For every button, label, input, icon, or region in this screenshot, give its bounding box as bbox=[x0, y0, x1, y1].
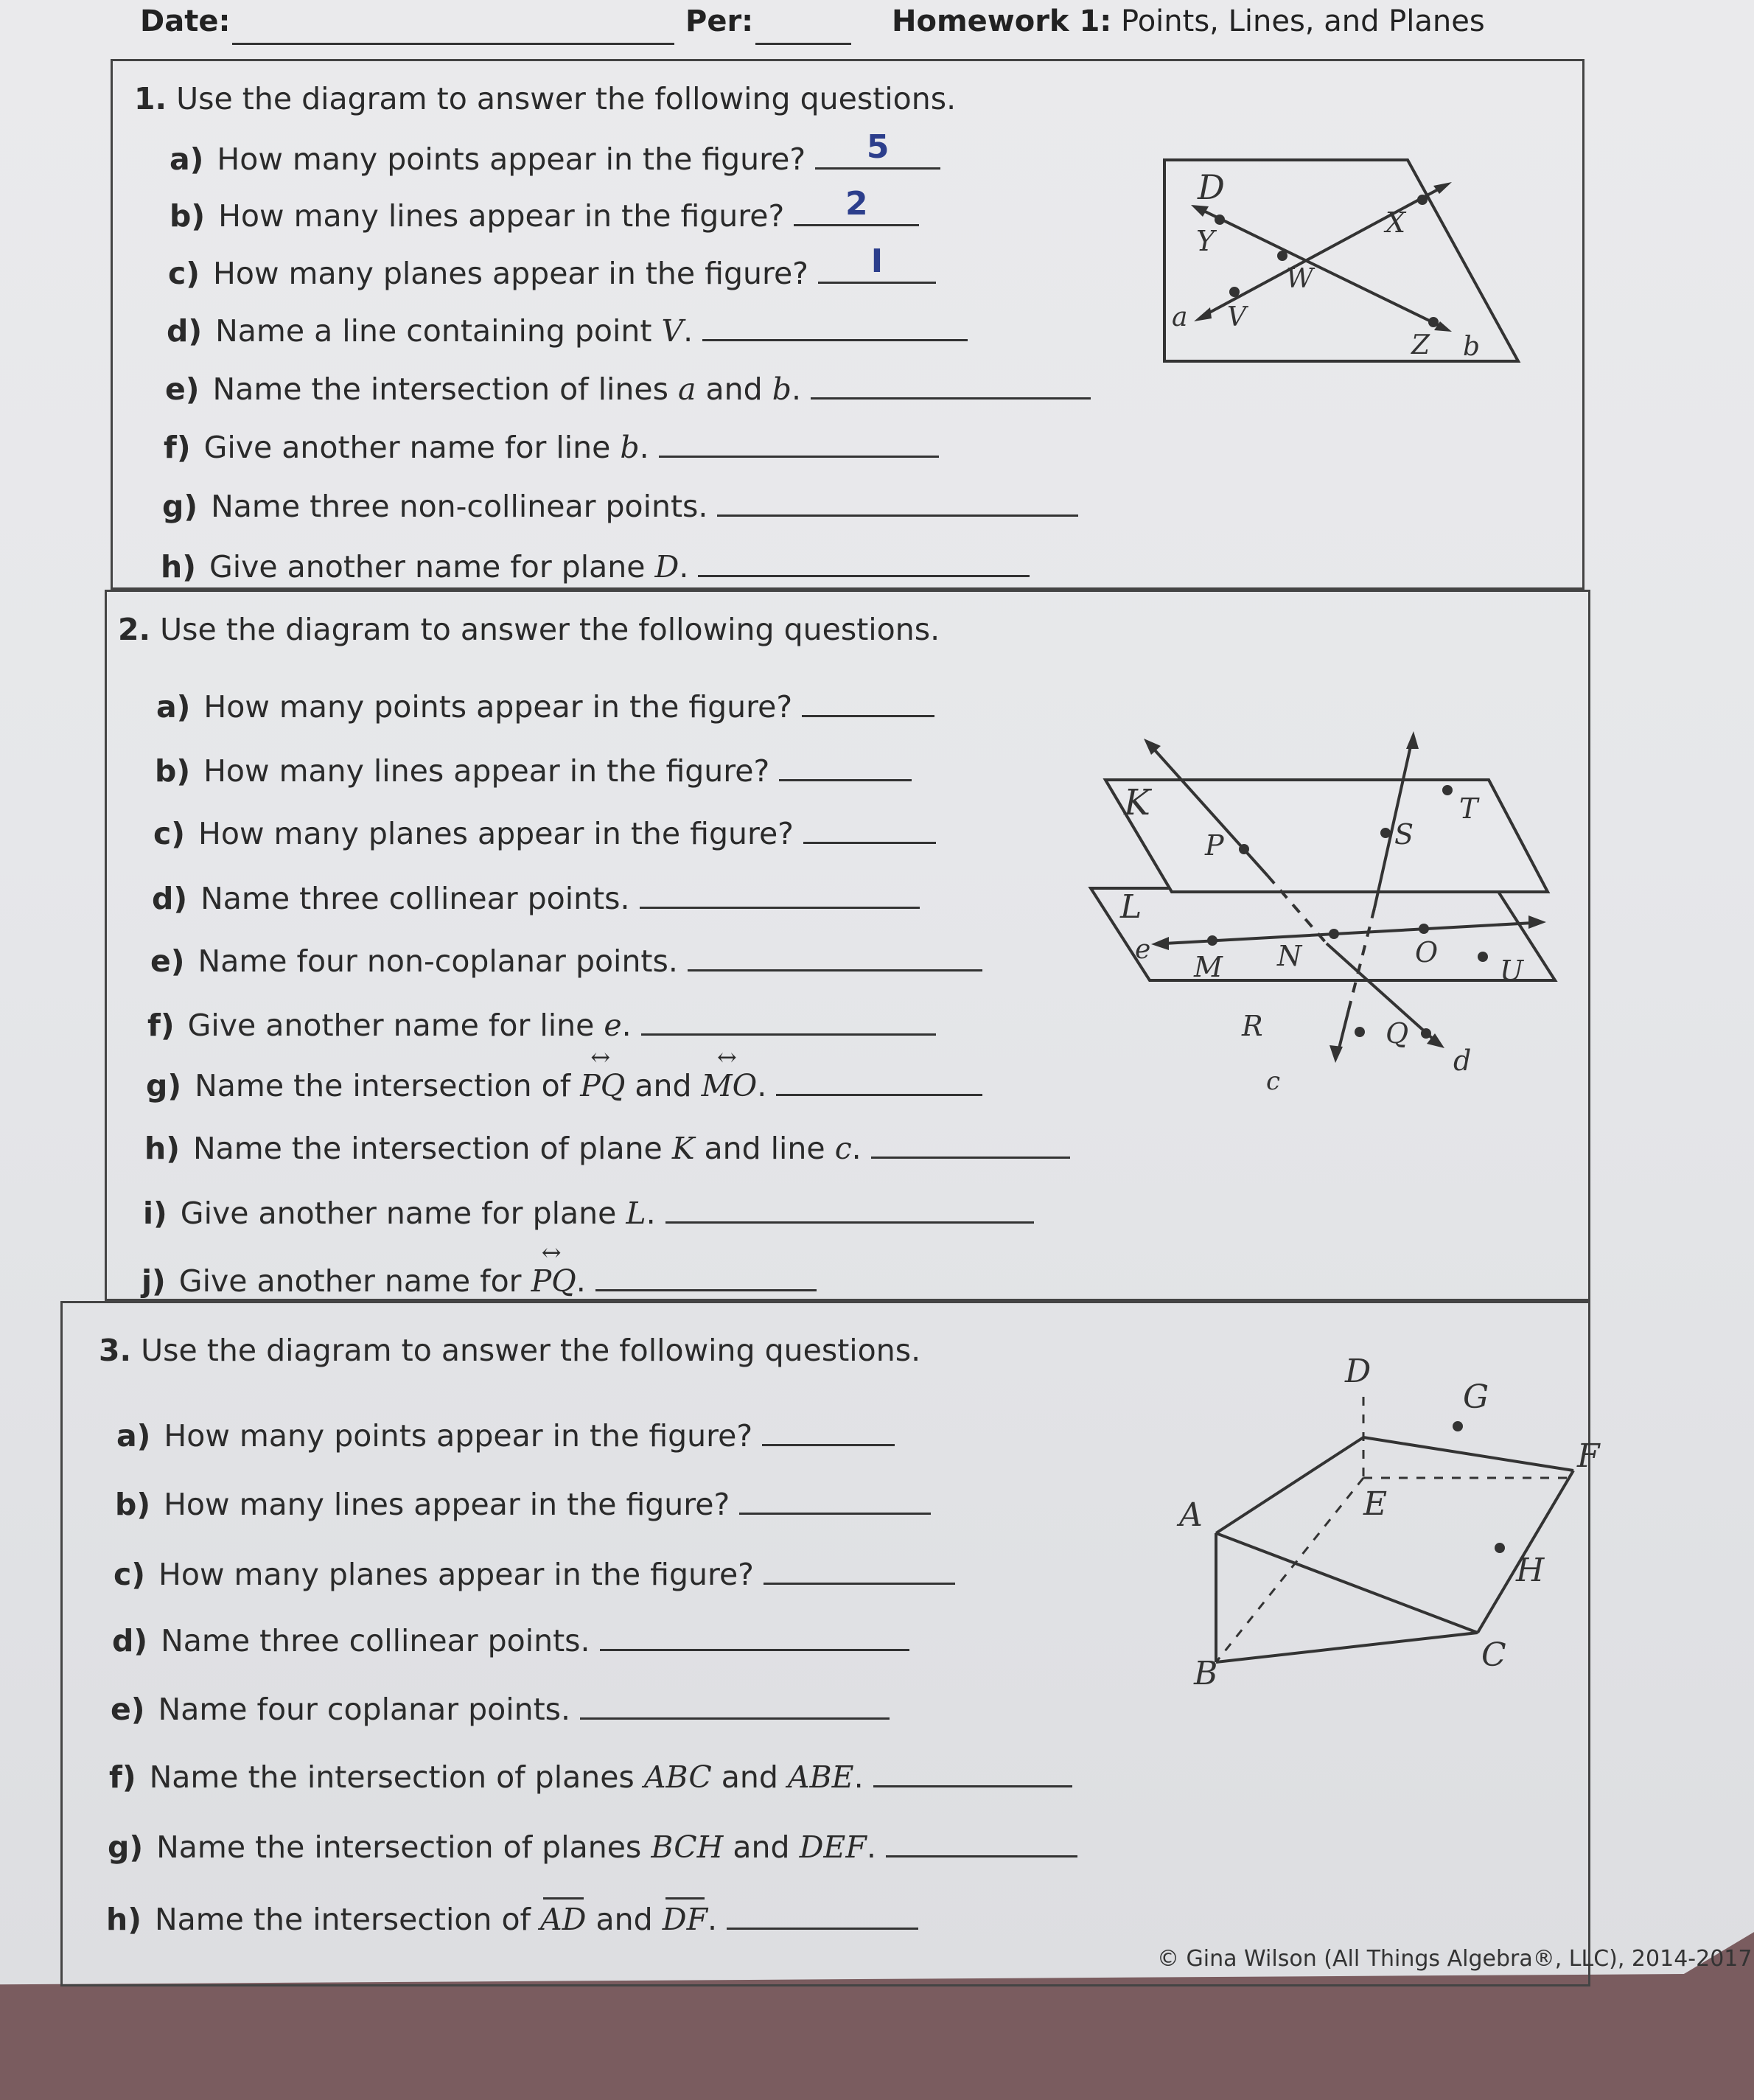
label-e: e bbox=[1135, 935, 1151, 965]
segment-ad-symbol: AD bbox=[540, 1902, 587, 1937]
q2-item-c: c) How many planes appear in the figure? bbox=[153, 811, 936, 851]
label-plane-d: D bbox=[1198, 167, 1225, 207]
answer-blank[interactable] bbox=[871, 1126, 1070, 1159]
q3-item-e: e) Name four coplanar points. bbox=[111, 1686, 890, 1727]
answer-blank[interactable]: 2 bbox=[794, 193, 919, 226]
label-y: Y bbox=[1196, 225, 1215, 257]
label-b: b bbox=[1463, 332, 1481, 362]
answer-blank[interactable] bbox=[665, 1190, 1034, 1224]
q3-item-d: d) Name three collinear points. bbox=[112, 1618, 909, 1658]
question-3-prompt: 3. Use the diagram to answer the following questions. bbox=[99, 1333, 921, 1368]
q2-item-i: i) Give another name for plane L. bbox=[143, 1190, 1034, 1231]
q2-item-d: d) Name three collinear points. bbox=[152, 876, 920, 916]
label-e: E bbox=[1363, 1485, 1388, 1523]
diagram-plane-d bbox=[1150, 147, 1533, 369]
q2-item-g: g) Name the intersection of ↔ PQ and ↔ MO. bbox=[146, 1063, 982, 1103]
q1-item-a: a) How many points appear in the figure? 5 bbox=[170, 136, 940, 177]
question-1-prompt: 1. Use the diagram to answer the following questions. bbox=[134, 81, 957, 116]
label-g: G bbox=[1463, 1378, 1489, 1416]
answer-blank[interactable] bbox=[776, 1063, 982, 1096]
diagram-planes-k-l bbox=[1076, 722, 1577, 1106]
q1-item-d: d) Name a line containing point V. bbox=[167, 308, 968, 349]
label-v: V bbox=[1227, 302, 1246, 332]
worksheet-title: Homework 1: Points, Lines, and Planes bbox=[892, 4, 1485, 38]
label-t: T bbox=[1459, 792, 1478, 825]
label-f: F bbox=[1577, 1437, 1600, 1475]
answer-blank[interactable] bbox=[717, 484, 1078, 517]
q1-item-f: f) Give another name for line b. bbox=[164, 425, 939, 465]
line-pq-symbol: ↔ PQ bbox=[531, 1263, 576, 1299]
diagram-prism bbox=[1164, 1327, 1621, 1688]
q2-item-e: e) Name four non-coplanar points. bbox=[150, 938, 982, 979]
label-plane-l: L bbox=[1120, 888, 1142, 926]
q3-item-g: g) Name the intersection of planes BCH and DEF. bbox=[108, 1824, 1077, 1865]
label-z: Z bbox=[1411, 330, 1430, 360]
q1-item-b: b) How many lines appear in the figure? 2 bbox=[170, 193, 919, 234]
label-r: R bbox=[1242, 1010, 1263, 1042]
answer-blank[interactable] bbox=[802, 684, 934, 717]
line-mo-symbol: ↔ MO bbox=[702, 1068, 758, 1103]
label-c: c bbox=[1266, 1067, 1281, 1096]
q1-item-g: g) Name three non-collinear points. bbox=[162, 484, 1078, 524]
label-h: H bbox=[1516, 1552, 1545, 1589]
label-m: M bbox=[1194, 951, 1223, 983]
label-c: C bbox=[1481, 1636, 1506, 1674]
label-d: D bbox=[1345, 1353, 1372, 1390]
q1-item-e: e) Name the intersection of lines a and b. bbox=[165, 366, 1091, 407]
answer-blank[interactable] bbox=[580, 1686, 890, 1720]
q3-item-a: a) How many points appear in the figure? bbox=[116, 1413, 895, 1454]
answer-blank[interactable] bbox=[688, 938, 982, 971]
q2-item-a: a) How many points appear in the figure? bbox=[156, 684, 934, 725]
answer-blank[interactable] bbox=[873, 1754, 1072, 1787]
label-s: S bbox=[1394, 818, 1414, 851]
label-p: P bbox=[1205, 829, 1224, 862]
label-a: A bbox=[1179, 1496, 1203, 1534]
answer-blank[interactable] bbox=[727, 1897, 918, 1930]
answer-blank[interactable] bbox=[739, 1482, 931, 1515]
answer-blank[interactable] bbox=[640, 876, 920, 909]
answer-blank[interactable] bbox=[698, 544, 1030, 577]
per-field[interactable] bbox=[755, 43, 851, 45]
q1-item-c: c) How many planes appear in the figure? I bbox=[168, 251, 936, 291]
label-d: d bbox=[1453, 1044, 1472, 1077]
q3-item-c: c) How many planes appear in the figure? bbox=[113, 1552, 955, 1592]
answer-blank[interactable] bbox=[600, 1618, 909, 1651]
date-field[interactable] bbox=[232, 43, 674, 45]
answer-blank[interactable] bbox=[886, 1824, 1077, 1857]
answer-blank[interactable]: I bbox=[818, 251, 936, 284]
label-w: W bbox=[1286, 264, 1314, 294]
label-o: O bbox=[1415, 936, 1439, 969]
label-u: U bbox=[1500, 955, 1524, 987]
label-plane-k: K bbox=[1124, 782, 1150, 823]
q3-item-f: f) Name the intersection of planes ABC and ABE. bbox=[109, 1754, 1072, 1795]
answer-blank[interactable] bbox=[702, 308, 968, 341]
copyright-notice: © Gina Wilson (All Things Algebra®, LLC), 2014-2017 bbox=[1157, 1946, 1753, 1972]
date-label: Date: bbox=[140, 4, 231, 38]
q3-item-b: b) How many lines appear in the figure? bbox=[115, 1482, 931, 1522]
answer-blank[interactable] bbox=[803, 811, 936, 844]
label-q: Q bbox=[1386, 1017, 1409, 1050]
line-pq-symbol: ↔ PQ bbox=[580, 1068, 625, 1103]
label-b: B bbox=[1194, 1655, 1218, 1688]
answer-blank[interactable] bbox=[659, 425, 939, 458]
answer-blank[interactable] bbox=[779, 748, 912, 781]
per-label: Per: bbox=[685, 4, 754, 38]
answer-blank[interactable] bbox=[764, 1552, 955, 1585]
q2-item-j: j) Give another name for ↔ PQ. bbox=[141, 1258, 817, 1299]
q2-item-h: h) Name the intersection of plane K and line c. bbox=[144, 1126, 1070, 1166]
answer-blank[interactable] bbox=[811, 366, 1091, 400]
q2-item-b: b) How many lines appear in the figure? bbox=[155, 748, 912, 789]
label-n: N bbox=[1277, 940, 1302, 972]
answer-blank[interactable] bbox=[595, 1258, 817, 1291]
answer-blank[interactable] bbox=[762, 1413, 895, 1446]
segment-df-symbol: DF bbox=[662, 1902, 708, 1937]
worksheet-header bbox=[140, 4, 1688, 56]
label-a: a bbox=[1172, 302, 1188, 332]
answer-blank[interactable]: 5 bbox=[815, 136, 940, 170]
answer-blank[interactable] bbox=[641, 1002, 936, 1036]
q2-item-f: f) Give another name for line e. bbox=[147, 1002, 936, 1043]
label-x: X bbox=[1386, 206, 1406, 239]
question-2-prompt: 2. Use the diagram to answer the following questions. bbox=[118, 612, 940, 647]
q3-item-h: h) Name the intersection of AD and DF. bbox=[106, 1897, 918, 1937]
q1-item-h: h) Give another name for plane D. bbox=[161, 544, 1030, 585]
